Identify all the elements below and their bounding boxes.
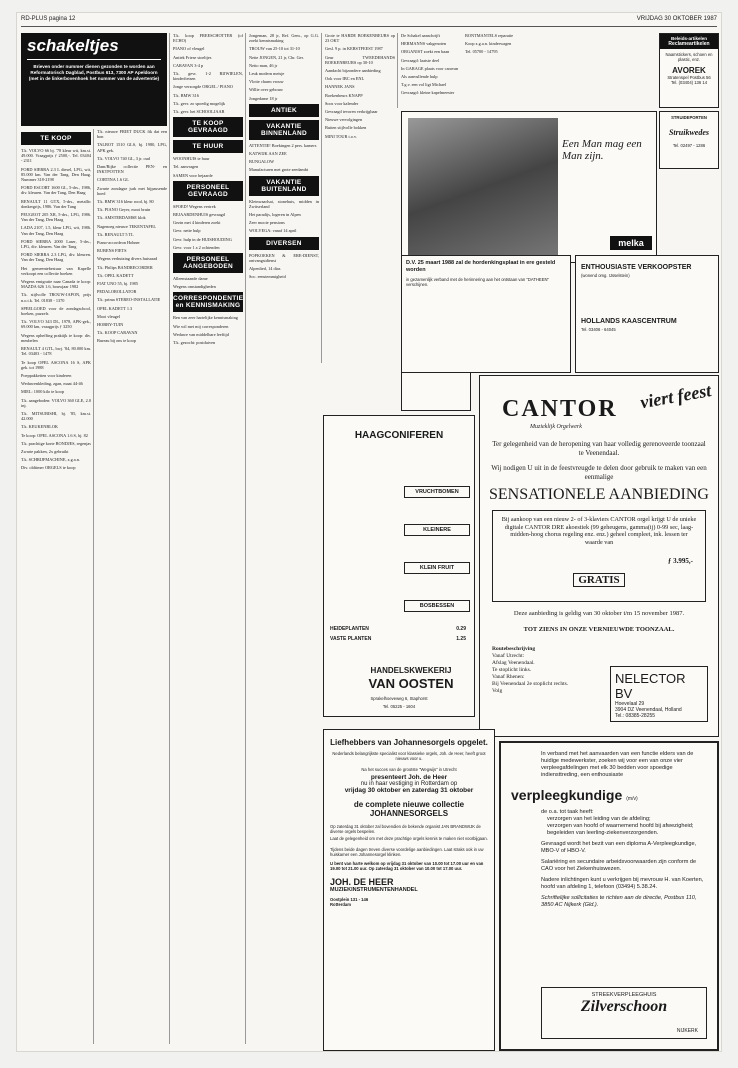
classified-ad: Vlotte charm vrouw xyxy=(249,79,284,85)
classified-ad: T.k. VOLVO 343 DL, 1978, APK-gek., 69.000 km, vraagprijs ƒ 3250 xyxy=(21,319,91,330)
melka-logo: melka xyxy=(610,236,652,250)
reclame-header xyxy=(660,34,718,49)
classifieds-list xyxy=(173,276,243,289)
section-te-huur: TE HUUR xyxy=(173,140,243,153)
johannes-t8: Op zaterdag 31 oktober zal bovendien de bekende organist JAN BRANDWIJK de diverse orgels bespelen. xyxy=(330,824,481,834)
classified-ad: Gevraagd tevoren verkrijgbaar xyxy=(325,109,378,115)
route-line: Vanaf Rhenen: xyxy=(492,674,525,680)
classified-ad: ORGANIST zoekt een baan xyxy=(401,49,450,55)
classified-ad: T.k. BMW 316 kleur rood, bj. 80 xyxy=(97,199,154,205)
classified-ad: Leuk modern meisje xyxy=(249,71,285,77)
classified-ad: Gevraagd: kleine kapelmeester xyxy=(401,90,455,96)
cantor-route xyxy=(492,646,602,695)
section-antiek: ANTIEK xyxy=(249,104,319,117)
cantor-headline: SENSATIONELE AANBIEDING xyxy=(489,486,709,503)
verpleeg-title-row xyxy=(511,787,707,805)
classified-ad: T.k. BMW 316 xyxy=(173,92,199,98)
section-diversen: DIVERSEN xyxy=(249,237,319,250)
verkoopster-phone: Tel. 03406 - 64045 xyxy=(581,327,616,332)
verpleeg-task: verzorgen van hoofd of waarnemend hoofd bij afwezigheid; xyxy=(547,823,694,829)
schakeltjes-banner xyxy=(21,33,167,126)
classified-ad: Willie over gebouw xyxy=(249,87,283,93)
classified-ad: Als aanvullende hulp xyxy=(401,74,438,80)
classifieds-list xyxy=(173,315,243,345)
classified-ad: T.k. VOLVO 740 GL, 3 jr. oud xyxy=(97,155,150,161)
johannes-logo-1: JOH. DE HEER xyxy=(330,877,394,887)
verpleeg-logo-box xyxy=(541,987,707,1039)
nelector-addr: Hoevelaal 29 xyxy=(615,701,645,707)
verpleeg-t5: Schriftelijke sollicitaties te richten aan de directie, Postbus 110, 3850 AC Nijkerk (Gld.). xyxy=(541,895,697,908)
classified-ad: T.k. OPEL KADETT xyxy=(97,272,134,278)
johannes-ad xyxy=(323,729,495,1051)
cantor-line1: Ter gelegenheid van de heropening van haar volledig gerenoveerde toonzaal te Veenendaal. xyxy=(492,440,706,457)
strui-title: STRUIDEPORTEN xyxy=(671,115,707,120)
classifieds-list xyxy=(249,199,319,234)
classified-ad: Wie wil met mij corresponderen xyxy=(173,323,229,329)
verkoopster-sub: (wonend omg. IJsselstein) xyxy=(581,273,630,278)
nelector-name: NELECTOR BV xyxy=(615,671,686,701)
reclame-address: Stratenspel Postbus 56 xyxy=(667,75,711,80)
verpleeg-t2: Gevraagd wordt het bezit van een diploma A-Verpleegkundige, MBO-V of HBO-V. xyxy=(541,841,697,854)
cantor-ad xyxy=(479,375,719,737)
classified-ad: T.k. AMSTERDAMSE klok xyxy=(97,215,146,221)
haag-category: KLEIN FRUIT xyxy=(404,562,470,574)
section-te-koop: TE KOOP xyxy=(21,132,91,145)
verpleeg-intro: In verband met het aanvaarden van een functie elders van de huidige medewerkster, zoeken wij voor een van onze vier verpleegafdelingen met elk 30 bedden voor spoedige indiensttreding, een enthousiaste xyxy=(541,751,694,778)
classified-ad: Jongeman, 28 jr, Ref. Gem., op G.G. zoekt kennismaking xyxy=(249,33,319,44)
classified-ad: T.k. gezocht: postduiven xyxy=(173,340,216,346)
classified-ad: Ook voor IBC en ENL xyxy=(325,76,365,82)
classified-ad: T.k. gevr. 1-2 RIJWIELEN, kinderfietsen xyxy=(173,71,243,82)
verpleeg-title: verpleegkundige xyxy=(511,787,623,803)
section-personeel-gevraagd: PERSONEEL GEVRAAGD xyxy=(173,181,243,201)
classified-ad: T.g.v. een vol ligt Michael xyxy=(401,82,447,88)
melka-ad xyxy=(401,111,657,263)
classified-ad: Weduwenkleding, zgan, maat 44-46 xyxy=(21,381,83,387)
haag-vaste: VASTE PLANTEN xyxy=(330,636,372,642)
classified-ad: In GARAGE plaats voor caravan xyxy=(401,65,459,71)
section-correspondentie: CORRESPONDENTIE en KENNISMAKING xyxy=(173,292,243,312)
haag-title: HAAGCONIFEREN xyxy=(354,430,444,441)
johannes-address: Oostplein 131 - 146 xyxy=(330,897,369,902)
column-1 xyxy=(21,129,91,1044)
column-3 xyxy=(173,33,243,1044)
classified-ad: Netto man, 46 jr xyxy=(249,62,278,68)
classified-ad: Nieuwe vervolgingen xyxy=(325,117,363,123)
cantor-logo: CANTOR xyxy=(502,396,618,422)
classified-ad: Tel. aanvragen xyxy=(173,164,199,170)
haagconiferen-ad xyxy=(323,415,475,717)
classified-ad: CARAVAN 3-4 p xyxy=(173,62,204,68)
classified-ad: Alleenstaande dame xyxy=(173,276,208,282)
classified-ad: FORD SIERRA 2000 Laser, 5-drs., LPG, div. kleuren. Van der Tang xyxy=(21,238,91,250)
classified-ad: TROUW van 25-10 tot 31-10 xyxy=(249,46,300,52)
haag-name: HANDELSKWEKERIJ xyxy=(370,666,452,675)
classifieds-list xyxy=(249,33,319,101)
classified-ad: BEJAARDENHUIS gevraagd xyxy=(173,212,225,218)
classified-ad: T.k. koop FREESCHOTTER (of ECHO) xyxy=(173,33,243,44)
classified-ad: HOBBY-TUIN xyxy=(97,322,124,328)
classified-ad: PEUGEOT 205 XR, 5-drs., LPG, 1986. Van der Tang, Den Haag xyxy=(21,212,91,223)
classified-ad: Buiten stijlvolle bokken xyxy=(325,125,367,131)
strui-ad xyxy=(659,111,719,169)
classified-ad: De Schakel aanschrijft xyxy=(401,33,440,38)
daven-sub: in gezamenlijk verband met de herinnering aan het ontstaan van "DATHEEN" verschijnen. xyxy=(406,277,550,287)
route-line: Afslag Veenendaal. xyxy=(492,660,535,666)
johannes-city: Rotterdam xyxy=(330,902,351,907)
reclame-line-3: Naamstickers, schoen en plastic, enz. xyxy=(665,52,713,62)
verkoopster-ad xyxy=(575,255,719,373)
classified-ad: ATTENTIE! Boekingen 2 pers. kamers xyxy=(249,142,317,148)
classified-ad: T.k. gevr. het SCHOOLJAAR xyxy=(173,109,225,115)
classified-ad: Piano-accordeon Hohner xyxy=(97,240,140,246)
classified-ad: T.k. PIANO Geyer, mooi bruin xyxy=(97,207,151,213)
classified-ad: KATWIJK AAN ZEE xyxy=(249,151,287,157)
verpleeg-t4: Nadere inlichtingen kunt u verkrijgen bij mevrouw H. van Koerten, hoofd van afdeling 1, telefoon (03494) 5.38.24. xyxy=(541,877,704,890)
classified-ad: Ben van zeer hartelijke kennismaking xyxy=(173,315,238,321)
classified-ad: MINI TOUR t.o.v. xyxy=(325,133,357,139)
classified-ad: FORD SIERRA 2.3 LPG, div. kleuren. Van der Tang, Den Haag xyxy=(21,252,91,263)
classified-ad: Nette JONGEN, 21 jr, Chr. Ger. xyxy=(249,54,304,60)
page-label: RD-PLUS pagina 12 xyxy=(21,16,76,22)
classified-ad: T.k. KOOP CARAVAN xyxy=(97,330,138,336)
verpleeg-city: NIJKERK xyxy=(676,1028,698,1034)
reclame-line-2: Reclameartikelen xyxy=(668,41,710,47)
section-personeel-aangeboden: PERSONEEL AANGEBODEN xyxy=(173,253,243,273)
classified-ad: Div. oldtimer ORGELS te koop xyxy=(21,465,76,471)
classified-ad: T.k. aangeboden: VOLVO 360 GLE, 2.0 inj. xyxy=(21,397,91,408)
section-te-koop-gevraagd: TE KOOP GEVRAAGD xyxy=(173,117,243,137)
classified-ad: Alpenlied, 14 dias xyxy=(249,266,281,272)
classified-ad: PEDALOROLLATOR xyxy=(97,289,137,295)
classified-ad: Aandacht bijzondere aanbieding xyxy=(325,68,381,74)
verkoopster-title: ENTHOUSIASTE VERKOOPSTER xyxy=(581,264,692,271)
cantor-valid: Deze aanbieding is geldig van 30 oktober t/m 15 november 1987. xyxy=(513,610,685,617)
classified-ad: HANNEK JANS xyxy=(325,84,355,90)
johannes-t3: presenteert Joh. de Heer xyxy=(370,774,448,781)
classified-ad: BONTMANTELS reparatie xyxy=(465,33,514,38)
section-vakantie-binnenland: VAKANTIE BINNENLAND xyxy=(249,120,319,140)
johannes-logo-2: MUZIEKINSTRUMENTENHANDEL xyxy=(330,887,418,893)
verpleeg-logo: Zilverschoon xyxy=(580,998,668,1015)
haag-category: BOSBESSEN xyxy=(404,600,470,612)
classified-ad: Dam/Rijke collectie PEN- en INKTPOTTEN xyxy=(97,164,167,175)
classified-ad: Antiek Friese stoeltjes xyxy=(173,54,212,60)
classifieds-list xyxy=(21,148,91,471)
johannes-t11: U bent van harte welkom op vrijdag 31 oktober van 10.00 tot 17.00 uur en van 19.00 tot 21.00 uur. Op zaterdag 31 oktober van 10.00 tot 17.00 uur. xyxy=(330,861,484,871)
classified-ad: Gevraagd: laatste deel xyxy=(401,57,440,63)
cantor-offer: Bij aankoop van een nieuw 2- of 3-klaviers CANTOR orgel krijgt U de unieke digitale CANTOR DRE akoestiek (99 geheugens, gamma(ij) 0-99 sec, laag-midden-hoog chorus regeling enz. enz.) geheel compleet, ink. lessen ter waarde van xyxy=(501,516,697,546)
haag-category: KLEINERE xyxy=(404,524,470,536)
classified-ad: Gezin met 4 kinderen zoekt xyxy=(173,220,221,226)
classified-ad: RUBENS FIETS xyxy=(97,248,127,254)
classified-ad: Gevr. hulp in de HUISHOUDING xyxy=(173,236,232,242)
classified-ad: Grote te HARDE BOEKENBEURS op 23 OKT xyxy=(325,33,395,44)
nelector-box xyxy=(610,666,708,722)
johannes-t7: JOHANNESORGELS xyxy=(369,809,449,818)
classified-ad: Soc. eenstemmigheid xyxy=(249,274,286,280)
cantor-price: ƒ 3.995,- xyxy=(667,557,693,565)
johannes-title: Liefhebbers van Johannesorgels opgelet. xyxy=(330,738,488,747)
classified-ad: T.k. MITSUBISHI, bj. '85, km.st. 42.000 xyxy=(21,410,91,422)
classified-ad: HERMANNS vakgenoten xyxy=(401,41,446,47)
classified-ad: Poeppakketten voor kinderen xyxy=(21,372,72,378)
classified-ad: Nagenoeg nieuwe TEKENTAFEL xyxy=(97,223,157,229)
classified-ad: TALBOT 1510 GLS, bj. 1980, LPG, APK gek. xyxy=(97,142,167,153)
cantor-viert: viert feest xyxy=(638,380,713,413)
classified-ad: Het paradijs, logeren in Alpen xyxy=(249,212,301,218)
classified-ad: Bureau bij ons te koop xyxy=(97,338,136,344)
classified-ad: Boekenbeurs KNAPP xyxy=(325,92,363,98)
classified-ad: OPEL KADETT 1.3 xyxy=(97,305,133,311)
classified-ad: Gevr. voor 1 a 2 ochtenden xyxy=(173,244,220,250)
classifieds-list xyxy=(249,143,319,173)
reclame-line-1: Beleids-artikelen xyxy=(670,36,707,41)
running-header xyxy=(21,16,717,27)
classified-ad: T.k. gevr. zo spoedig mogelijk xyxy=(173,100,226,106)
cantor-offer-box xyxy=(492,510,706,602)
reclame-ad xyxy=(659,33,719,108)
classified-ad: Wegens opheffing praktijk te koop: div. meubelen xyxy=(21,332,91,343)
classifieds-list xyxy=(249,253,319,280)
column-5 xyxy=(325,33,395,363)
johannes-t4: nu in haar vestiging in Rotterdam op xyxy=(360,781,458,787)
classified-ad: Jonge verzorgde ORGEL / PIANO xyxy=(173,84,233,90)
classified-ad: Zwarte pakken, 2x gebruikt xyxy=(21,448,69,454)
verpleeg-mv: (m/v) xyxy=(626,796,638,802)
classified-ad: Soos voor kalender xyxy=(325,100,359,106)
cantor-gratis: GRATIS xyxy=(573,573,625,587)
melka-photo xyxy=(408,118,558,258)
reclame-name: AVOREK xyxy=(672,66,706,75)
classified-ad: Tel. 05700 - 14795 xyxy=(465,49,498,55)
verpleeg-task: begeleiden van leerling-ziekenverzorgenden. xyxy=(547,830,659,836)
haag-address: Sprakelhoeveweg 6, Staphorst xyxy=(370,696,428,701)
nelector-phone: Tel.: 08385-28255 xyxy=(615,713,656,719)
classified-ad: POPKOEKEN & ERE-DIENST, ontvangstdienst xyxy=(249,252,319,263)
classified-ad: T.k. SCHRIJFMACHINE, z.g.a.n. xyxy=(21,457,81,463)
haag-category: VRUCHTBOMEN xyxy=(404,486,470,498)
classified-ad: Te koop OPEL ASCONA 16 S, APK gek. tot 1988 xyxy=(21,359,91,370)
classified-ad: WOLVEGA: vanaf 14 april xyxy=(249,228,297,234)
cantor-tot-ziens: TOT ZIENS IN ONZE VERNIEUWDE TOONZAAL. xyxy=(523,626,675,633)
johannes-t1: Nederlands belangrijkste specialist voor klassieke orgels, Joh. de Heer, heeft groot nieuws voor u. xyxy=(332,751,486,761)
route-line: Te stoplicht links. xyxy=(492,667,532,673)
classified-ad: T.k. KEUKENBLOK xyxy=(21,424,59,430)
verpleeg-t3: Salariëring en secundaire arbeidsvoorwaarden zijn conform de CAO voor het Ziekenhuiswezen. xyxy=(541,859,697,872)
classified-ad: CORTINA 1.6 GL xyxy=(97,177,129,183)
newspaper-page xyxy=(16,12,722,1052)
classified-ad: Te koop: OPEL ASCONA 1.6 S, bj. 82 xyxy=(21,432,88,438)
classified-ad: T.k. stijlvolle TROUW-JAPON, prijs n.o.t.k. Tel. 01838 - 1370 xyxy=(21,292,91,303)
classified-ad: Jongedame 18 jr xyxy=(249,95,278,101)
classified-ad: LADA 2107, 1.5, kleur LPG, wit, 1986. Van der Tang, Den Haag xyxy=(21,225,91,236)
classified-ad: T.k. nieuwe FRIET DUCK fik dat een bon xyxy=(97,129,167,140)
classified-ad: Wegens omstandigheden xyxy=(173,284,216,290)
classified-ad: Gesl. 9 p. in KERSTFEEST 1987 xyxy=(325,46,383,52)
johannes-t9: Laat de gelegenheid om met deze prachtige orgels kennis te maken niet voorbijgaan. xyxy=(330,836,488,841)
classified-ad: RENAULT 11 GTX, 5-drs., metallic donkergrijs, 1986. Van der Tang xyxy=(21,198,91,209)
column-2 xyxy=(97,129,167,1044)
haag-heide: HEIDEPLANTEN xyxy=(330,626,369,632)
classified-ad: FIAT UNO 55, bj. 1985 xyxy=(97,281,138,287)
classified-ad: SPOED! Wegens vertrek xyxy=(173,203,216,209)
section-vakantie-buitenland: VAKANTIE BUITENLAND xyxy=(249,176,319,196)
route-line: Vanaf Utrecht: xyxy=(492,653,525,659)
route-line: Bij Veenendaal 2e stoplicht rechts. xyxy=(492,681,569,687)
classified-ad: BUNGALOW xyxy=(249,159,275,165)
classified-ad: Geur TWEEDEHANDS BOEKENBEURS op 30-10 xyxy=(325,54,395,65)
verpleeg-task: verzorgen van het leiding van de afdeling; xyxy=(547,816,651,822)
column-4 xyxy=(249,33,319,1044)
classified-ad: Zeer mooie pensions xyxy=(249,220,285,226)
classified-ad: FORD SIERRA 2.3 L diesel, LPG, wit, 85.000 km. Van der Tang, Den Haag. Nummer 318-2198 xyxy=(21,166,91,183)
classified-ad: T.k. RENAULT 5 TL xyxy=(97,231,134,237)
classified-ad: FORD ESCORT 1600 GL, 5-drs., 1986, div. kleuren. Van der Tang, Den Haag xyxy=(21,185,91,196)
classified-ad: Zwarte zondagse jurk met bijpassende hoed xyxy=(97,185,167,196)
haag-phone: Tel. 05225 - 1604 xyxy=(382,704,416,709)
classifieds-list xyxy=(97,129,167,344)
classifieds-list xyxy=(173,33,243,114)
classifieds-list xyxy=(325,33,395,139)
nelector-city: 3904 DZ Veenendaal, Holland xyxy=(615,707,682,713)
cantor-tag: Muzieklijk Orgelwerk xyxy=(530,424,582,430)
classified-ad: MIEL: 1000 kilo te koop xyxy=(21,389,64,395)
classifieds-list xyxy=(401,33,461,96)
classified-ad: Wegens verhuizing divers huisraad xyxy=(97,256,158,262)
route-volg: Volg xyxy=(492,688,503,694)
classified-ad: Het gemeentebestuur van Kapelle verkoopt een collectie boeken xyxy=(21,265,91,276)
classified-ad: SAMEN voor bejaarde xyxy=(173,172,213,178)
classified-ad: Kleinwaarlsai, stonehuis, midden in Zwitserland xyxy=(249,198,319,209)
strui-logo: Struikwedes xyxy=(668,128,709,137)
classified-ad: PIANO of vleugel xyxy=(173,46,205,52)
haag-name-2: VAN OOSTEN xyxy=(368,676,454,691)
classified-ad: WOONHUIS te huur xyxy=(173,156,210,162)
classified-ad: T.k. Philips BANDRECORDER xyxy=(97,264,153,270)
verkoopster-name: HOLLANDS KAASCENTRUM xyxy=(581,318,677,325)
date-label: VRIJDAG 30 OKTOBER 1987 xyxy=(636,16,717,22)
column-6 xyxy=(401,33,461,108)
classified-ad: Gevr. nette hulp xyxy=(173,228,201,234)
strui-phone: Tel. 02497 - 1286 xyxy=(672,143,706,148)
classified-ad: Weduwe van middelbare leeftijd xyxy=(173,331,229,337)
haag-price: 0.29 xyxy=(456,626,466,632)
banner-title: schakeltjes xyxy=(27,36,161,60)
johannes-t6: de complete nieuwe collectie xyxy=(353,800,465,809)
johannes-t5: vrijdag 30 oktober en zaterdag 31 oktober xyxy=(344,787,474,794)
classified-ad: T.k. prachtige korte BONDJES, regenjas xyxy=(21,440,91,446)
classified-ad: Mooi vleugel xyxy=(97,313,121,319)
johannes-t10: Tijdens beide dagen treven diverse voordelige aanbiedingen. Laat straks ook in uw huiskamer een Johannesorgel klinken. xyxy=(330,847,484,857)
classified-ad: SPEELGOED voor de zondagschool, boeken, puzzels xyxy=(21,305,91,317)
classified-ad: T.k. prima STEREO-INSTALLATIE xyxy=(97,297,161,303)
cantor-line2: Wij nodigen U uit in de feestvreugde te delen door gebruik te maken van een eenmalige xyxy=(491,464,707,481)
banner-intro: Brieven onder nummer dienen gezonden te worden aan Reformatorisch Dagblad, Postbus 613, 7300 AP Apeldoorn (met in de linkerbovenhoek het nummer van de advertentie) xyxy=(28,64,160,81)
daven-ad xyxy=(401,255,571,373)
classified-ad: T.k. VOLVO 66 bj. '78 kleur wit, km.st. 49.000. Vraagprijs ƒ 2500,-. Tel. 03404 - 2311 xyxy=(21,148,91,164)
verpleeg-task: de o.a. tot taak heeft: xyxy=(541,809,594,815)
classifieds-list xyxy=(173,156,243,178)
classifieds-list xyxy=(173,204,243,250)
johannes-t2: Na het succes van de grootste "Wegwijs" in Utrecht xyxy=(361,767,457,772)
classified-ad: Manufacturen met grote zeedambt xyxy=(249,167,309,173)
column-7 xyxy=(465,33,525,108)
melka-script: Een Man mag een Man zijn. xyxy=(562,138,642,162)
classified-ad: Wegens emigratie naar Canada te koop: MAZDA 626 1.6, bouwjaar 1982 xyxy=(21,279,91,290)
verpleeg-logo-sub: STREEKVERPLEEGHUIS xyxy=(591,992,657,998)
classified-ad: Koop z.g.a.n. kinderwagen xyxy=(465,41,512,47)
haag-price-2: 1.25 xyxy=(456,636,466,642)
route-title: Routebeschrijving xyxy=(492,646,536,652)
classifieds-list xyxy=(465,33,525,55)
daven-title: D.V. 25 maart 1988 zal de hordenkingsplaat in ere gesteld worden xyxy=(406,260,556,273)
reclame-phone: Tel. (03404) 136 14 xyxy=(670,80,708,85)
verpleegkundige-ad xyxy=(499,741,719,1051)
classified-ad: RENAULT 4 GTL, bwj. '84, 80.000 km. Tel. 03403 - 1478 xyxy=(21,346,91,357)
